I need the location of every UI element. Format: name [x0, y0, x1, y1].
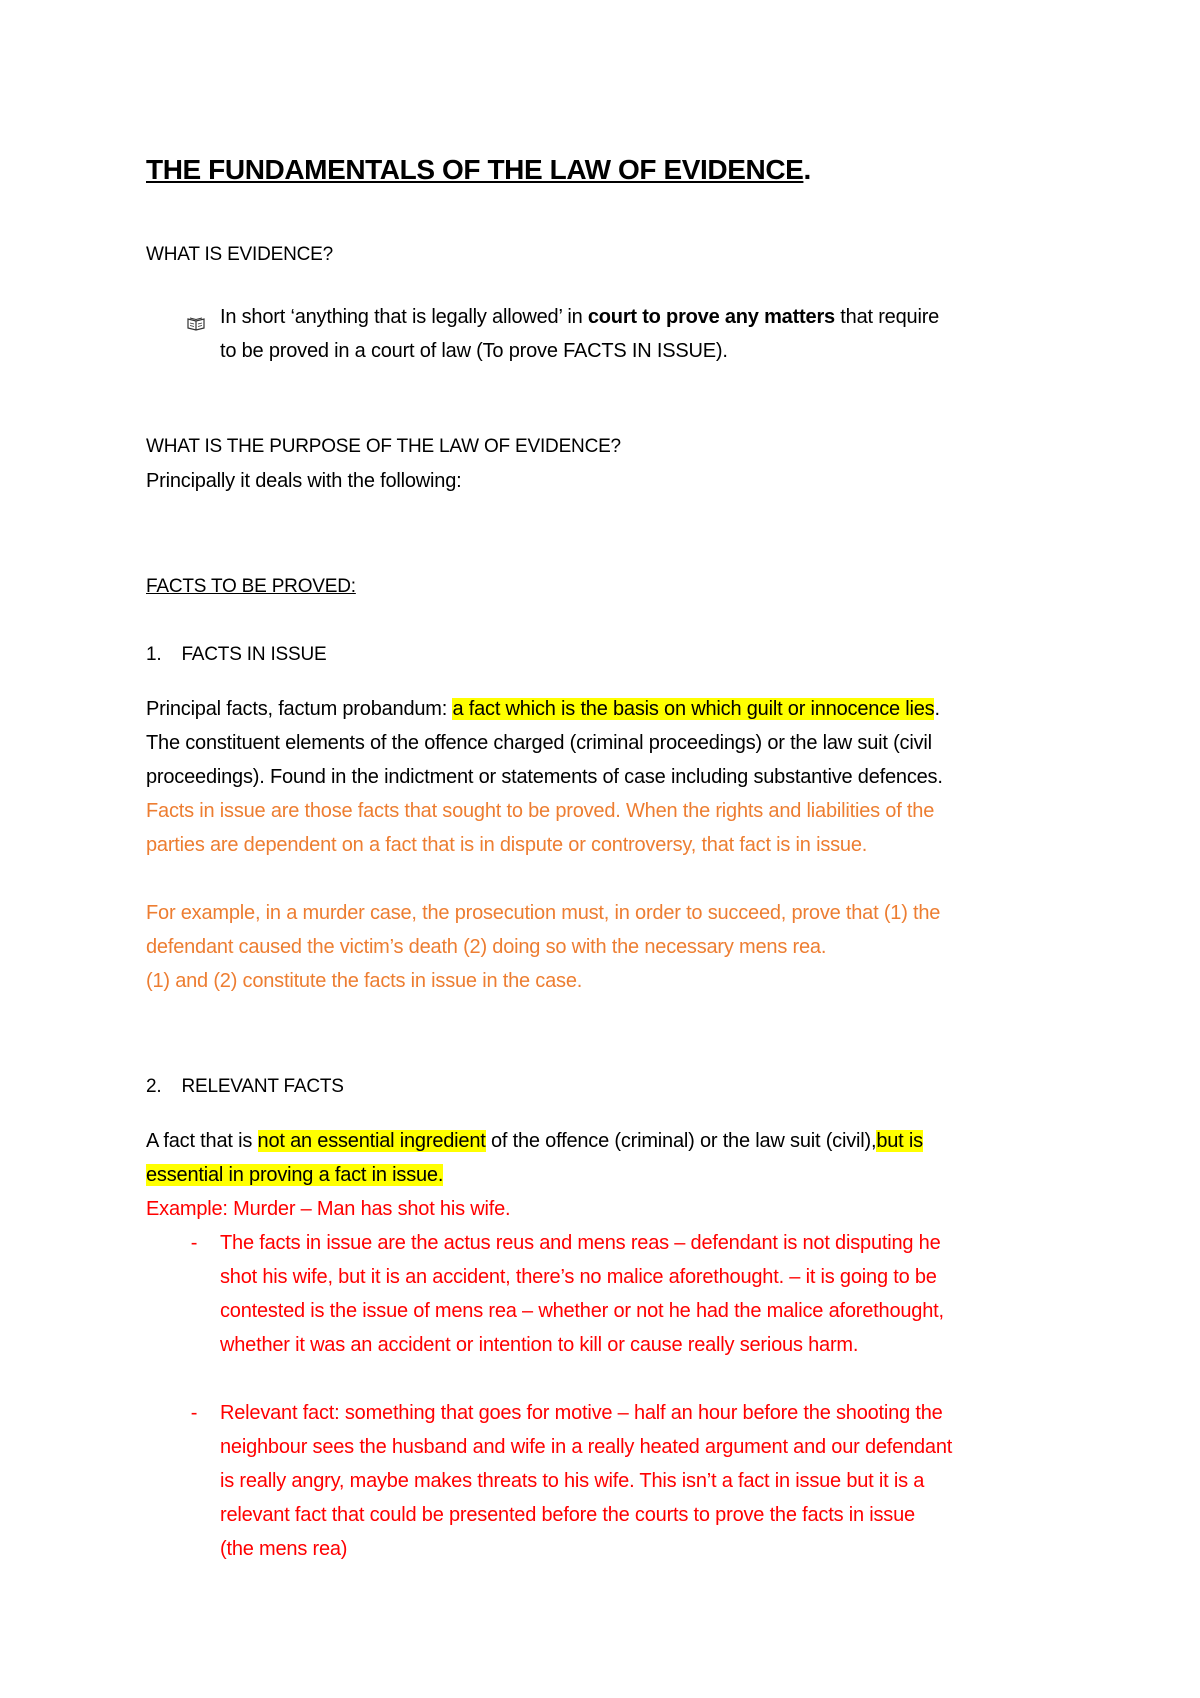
facts-in-issue-l1-a: Principal facts, factum probandum:	[146, 698, 453, 720]
title-period: .	[803, 154, 811, 185]
purpose-text: Principally it deals with the following:	[146, 470, 462, 492]
heading-facts-in-issue	[146, 638, 326, 672]
facts-in-issue-highlight: a fact which is the basis on which guilt or innocence lies	[452, 698, 935, 720]
relevant-facts-highlight-1: not an essential ingredient	[257, 1130, 486, 1152]
relevant-facts-l1-b: of the offence (criminal) or the law suit (civil),	[485, 1130, 877, 1152]
bullet-1-line-4: whether it was an accident or intention to kill or cause really serious harm.	[220, 1334, 859, 1356]
facts-in-issue-number: 1.	[146, 644, 162, 665]
bullet-1-line-2: shot his wife, but it is an accident, there’s no malice aforethought. – it is going to be	[220, 1266, 937, 1288]
relevant-facts-example: Example: Murder – Man has shot his wife.	[146, 1198, 511, 1220]
dash-bullet-1: -	[190, 1232, 198, 1254]
evidence-text-c: that require	[834, 306, 940, 328]
bullet-2-line-1: Relevant fact: something that goes for motive – half an hour before the shooting the	[220, 1402, 943, 1424]
facts-in-issue-line-3: proceedings). Found in the indictment or statements of case including substantive defences.	[146, 766, 943, 788]
evidence-definition-line-1	[220, 300, 939, 334]
evidence-definition-line-2: to be proved in a court of law (To prove FACTS IN ISSUE).	[220, 340, 728, 362]
facts-in-issue-l1-c: .	[934, 698, 940, 720]
dash-bullet-2: -	[190, 1402, 198, 1424]
bullet-2-line-5: (the mens rea)	[220, 1538, 348, 1560]
facts-in-issue-line-4: Facts in issue are those facts that sought to be proved. When the rights and liabilities of the	[146, 800, 935, 822]
evidence-text-a: In short ‘anything that is legally allowed’ in	[220, 306, 588, 328]
facts-in-issue-title: FACTS IN ISSUE	[181, 644, 327, 665]
bullet-1-line-3: contested is the issue of mens rea – whether or not he had the malice aforethought,	[220, 1300, 944, 1322]
relevant-facts-number: 2.	[146, 1076, 162, 1097]
document-title	[146, 150, 811, 190]
title-text: THE FUNDAMENTALS OF THE LAW OF EVIDENCE	[146, 154, 804, 185]
relevant-facts-highlight-2: but is	[876, 1130, 923, 1152]
relevant-facts-highlight-3: essential in proving a fact in issue.	[146, 1164, 444, 1186]
facts-in-issue-example-2: defendant caused the victim’s death (2) doing so with the necessary mens rea.	[146, 936, 827, 958]
evidence-text-bold: court to prove any matters	[587, 306, 835, 328]
heading-what-is-evidence: WHAT IS EVIDENCE?	[146, 244, 333, 265]
bullet-2-line-2: neighbour sees the husband and wife in a really heated argument and our defendant	[220, 1436, 953, 1458]
facts-in-issue-line-1	[146, 692, 940, 726]
facts-in-issue-example-3: (1) and (2) constitute the facts in issue in the case.	[146, 970, 583, 992]
facts-in-issue-example-1: For example, in a murder case, the prosecution must, in order to succeed, prove that (1) the	[146, 902, 941, 924]
heading-relevant-facts	[146, 1070, 344, 1104]
relevant-facts-title: RELEVANT FACTS	[181, 1076, 344, 1097]
relevant-facts-line-1	[146, 1124, 923, 1158]
bullet-2-line-3: is really angry, maybe makes threats to his wife. This isn’t a fact in issue but it is a	[220, 1470, 925, 1492]
bullet-1-line-1: The facts in issue are the actus reus and mens reas – defendant is not disputing he	[220, 1232, 941, 1254]
heading-purpose: WHAT IS THE PURPOSE OF THE LAW OF EVIDENCE?	[146, 436, 621, 457]
facts-in-issue-line-5: parties are dependent on a fact that is in dispute or controversy, that fact is in issue.	[146, 834, 868, 856]
relevant-facts-l1-a: A fact that is	[146, 1130, 258, 1152]
heading-facts-to-be-proved: FACTS TO BE PROVED:	[146, 576, 356, 597]
open-book-icon	[186, 308, 206, 342]
facts-in-issue-line-2: The constituent elements of the offence charged (criminal proceedings) or the law suit (civil	[146, 732, 932, 754]
relevant-facts-line-2	[146, 1158, 443, 1192]
bullet-2-line-4: relevant fact that could be presented before the courts to prove the facts in issue	[220, 1504, 915, 1526]
open-book-icon-svg	[187, 315, 205, 331]
